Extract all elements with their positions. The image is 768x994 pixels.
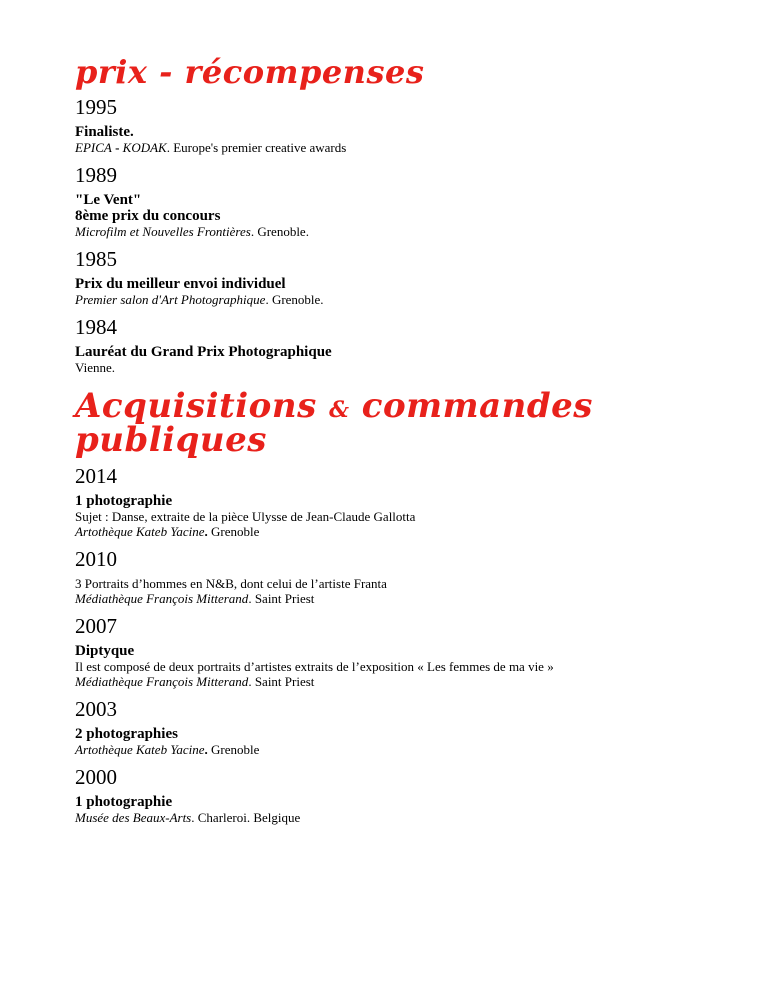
entry-description: Il est composé de deux portraits d’artistes extraits de l’exposition « Les femmes de ma vie » bbox=[75, 659, 554, 674]
source-detail: . Saint Priest bbox=[248, 674, 315, 689]
entry-source bbox=[75, 360, 768, 375]
entry-subtitle: 8ème prix du concours bbox=[75, 208, 221, 224]
acquisition-entry-2003 bbox=[75, 696, 768, 757]
entry-year: 2007 bbox=[75, 614, 117, 638]
entry-title: Lauréat du Grand Prix Photographique bbox=[75, 344, 332, 360]
entry-year: 1989 bbox=[75, 163, 117, 187]
source-name: EPICA bbox=[75, 140, 112, 155]
heading-ampersand: & bbox=[329, 397, 350, 423]
entry-title: Finaliste. bbox=[75, 124, 134, 140]
entry-description: 3 Portraits d’hommes en N&B, dont celui de l’artiste Franta bbox=[75, 576, 387, 591]
source-name: Premier salon d'Art Photographique bbox=[75, 292, 266, 307]
source-separator: . bbox=[204, 742, 208, 757]
entry-year: 1995 bbox=[75, 95, 117, 119]
entry-year: 2014 bbox=[75, 464, 117, 488]
award-entry-1995 bbox=[75, 94, 768, 155]
entry-description: Sujet : Danse, extraite de la pièce Ulysse de Jean-Claude Gallotta bbox=[75, 509, 416, 524]
section-heading-prix: prix - récompenses bbox=[75, 53, 425, 91]
award-entry-1984 bbox=[75, 314, 768, 375]
entry-year: 2003 bbox=[75, 697, 117, 721]
award-entry-1989 bbox=[75, 162, 768, 239]
entry-source bbox=[75, 742, 768, 757]
entry-year: 2010 bbox=[75, 547, 117, 571]
source-detail: . Grenoble. bbox=[265, 292, 324, 307]
source-detail: Vienne. bbox=[75, 360, 116, 375]
source-detail: . Grenoble. bbox=[250, 224, 309, 239]
source-detail: . Europe's premier creative awards bbox=[166, 140, 347, 155]
entry-source bbox=[75, 591, 768, 606]
entry-year: 1985 bbox=[75, 247, 117, 271]
source-name: Médiathèque François Mitterand bbox=[75, 591, 249, 606]
heading-part-a: Acquisitions bbox=[75, 386, 317, 426]
source-detail: Grenoble bbox=[207, 742, 260, 757]
entry-title: "Le Vent" bbox=[75, 192, 142, 208]
entry-title: 1 photographie bbox=[75, 794, 173, 810]
source-name: Microfilm et Nouvelles Frontières bbox=[75, 224, 251, 239]
source-detail: . Charleroi. Belgique bbox=[191, 810, 301, 825]
source-separator: - bbox=[111, 140, 123, 155]
entry-title: 1 photographie bbox=[75, 493, 173, 509]
entry-title: 2 photographies bbox=[75, 726, 178, 742]
entry-source bbox=[75, 674, 768, 689]
section-heading-acquisitions bbox=[75, 386, 768, 460]
acquisition-entry-2014 bbox=[75, 463, 768, 539]
acquisition-entry-2000 bbox=[75, 764, 768, 825]
source-name: Médiathèque François Mitterand bbox=[75, 674, 249, 689]
entry-title: Diptyque bbox=[75, 643, 135, 659]
entry-source bbox=[75, 140, 768, 155]
entry-year: 2000 bbox=[75, 765, 117, 789]
source-name: Artothèque Kateb Yacine bbox=[75, 524, 205, 539]
source-separator: . bbox=[204, 524, 208, 539]
entry-year: 1984 bbox=[75, 315, 117, 339]
acquisition-entry-2010 bbox=[75, 546, 768, 606]
entry-source bbox=[75, 224, 768, 239]
source-name: Artothèque Kateb Yacine bbox=[75, 742, 205, 757]
acquisition-entry-2007 bbox=[75, 613, 768, 689]
source-detail: Grenoble bbox=[207, 524, 260, 539]
source-name-2: KODAK bbox=[122, 140, 167, 155]
entry-title: Prix du meilleur envoi individuel bbox=[75, 276, 286, 292]
heading-part-b: commandes publiques bbox=[75, 386, 593, 460]
entry-source bbox=[75, 524, 768, 539]
entry-source bbox=[75, 810, 768, 825]
source-detail: . Saint Priest bbox=[248, 591, 315, 606]
award-entry-1985 bbox=[75, 246, 768, 307]
entry-source bbox=[75, 292, 768, 307]
source-name: Musée des Beaux-Arts bbox=[75, 810, 192, 825]
